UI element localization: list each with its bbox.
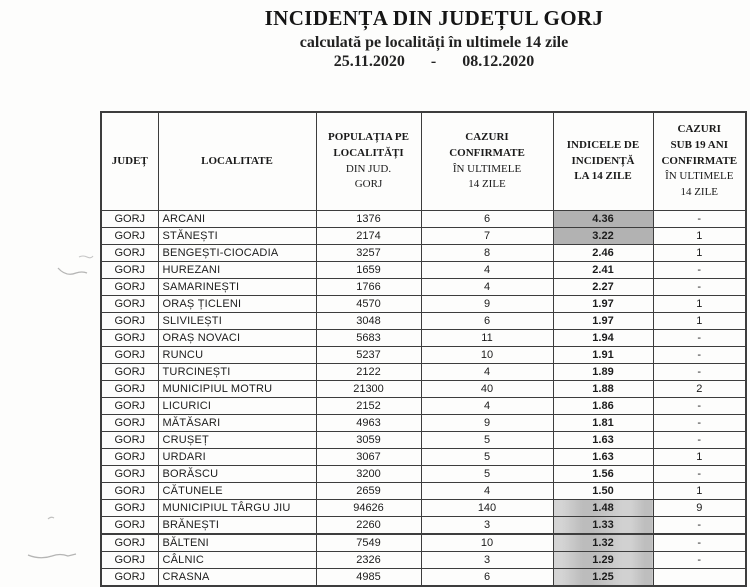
cell-cazuri-confirmate: 7 [421, 228, 553, 245]
cell-localitate: CRASNA [158, 569, 316, 587]
table-row [101, 398, 746, 415]
table-row [101, 228, 746, 245]
cell-localitate: URDARI [158, 449, 316, 466]
cell-cazuri-sub19: 1 [653, 296, 746, 313]
cell-judet: GORJ [101, 415, 158, 432]
cell-cazuri-sub19: 1 [653, 483, 746, 500]
table-header [101, 112, 746, 211]
cell-judet: GORJ [101, 245, 158, 262]
cell-cazuri-confirmate: 4 [421, 262, 553, 279]
cell-cazuri-sub19: - [653, 552, 746, 569]
column-header-line: ÎN ULTIMELE [665, 170, 734, 183]
table-row [101, 381, 746, 398]
cell-populatia: 2326 [316, 552, 421, 569]
column-header-line: CONFIRMATE [661, 154, 738, 167]
cell-indice-incidenta: 2.41 [553, 262, 653, 279]
cell-judet: GORJ [101, 483, 158, 500]
cell-localitate: TURCINEȘTI [158, 364, 316, 381]
cell-cazuri-confirmate: 10 [421, 347, 553, 364]
cell-populatia: 3200 [316, 466, 421, 483]
cell-populatia: 3059 [316, 432, 421, 449]
column-header-line: LA 14 ZILE [574, 170, 632, 183]
cell-localitate: BENGEȘTI-CIOCADIA [158, 245, 316, 262]
cell-cazuri-confirmate: 4 [421, 364, 553, 381]
period-start: 25.11.2020 [333, 53, 405, 70]
pen-dot-lower [46, 514, 56, 522]
column-header-cazuri [421, 112, 553, 211]
cell-cazuri-sub19: 2 [653, 381, 746, 398]
cell-judet: GORJ [101, 398, 158, 415]
table-row [101, 330, 746, 347]
column-header-line: CONFIRMATE [449, 146, 525, 159]
cell-indice-incidenta: 2.27 [553, 279, 653, 296]
incidence-table-wrap [100, 111, 747, 587]
cell-cazuri-sub19: 1 [653, 449, 746, 466]
column-header-line: ÎN ULTIMELE [452, 162, 522, 175]
cell-judet: GORJ [101, 262, 158, 279]
cell-cazuri-sub19: 1 [653, 228, 746, 245]
cell-populatia: 2152 [316, 398, 421, 415]
table-row [101, 432, 746, 449]
cell-populatia: 7549 [316, 534, 421, 552]
page-subtitle: calculată pe localități în ultimele 14 zile [299, 34, 569, 51]
cell-cazuri-confirmate: 6 [421, 569, 553, 587]
column-header-line: DIN JUD. [345, 162, 392, 175]
cell-cazuri-sub19: 9 [653, 500, 746, 517]
column-header-line: INDICELE DE [566, 138, 640, 151]
cell-cazuri-confirmate: 10 [421, 534, 553, 552]
column-header-populatia [316, 112, 421, 211]
table-row [101, 466, 746, 483]
column-header-line: INCIDENȚĂ [571, 154, 635, 167]
cell-populatia: 1766 [316, 279, 421, 296]
cell-localitate: ORAȘ NOVACI [158, 330, 316, 347]
column-header-line: 14 ZILE [468, 178, 506, 191]
table-row [101, 500, 746, 517]
cell-judet: GORJ [101, 347, 158, 364]
cell-judet: GORJ [101, 228, 158, 245]
table-row [101, 415, 746, 432]
cell-localitate: SAMARINEȘTI [158, 279, 316, 296]
table-row [101, 569, 746, 587]
cell-cazuri-confirmate: 5 [421, 466, 553, 483]
column-header-line: 14 ZILE [680, 186, 719, 199]
cell-populatia: 4570 [316, 296, 421, 313]
table-row [101, 534, 746, 552]
cell-cazuri-confirmate: 6 [421, 211, 553, 228]
header-row [101, 112, 746, 211]
cell-judet: GORJ [101, 517, 158, 535]
cell-localitate: MĂTĂSARI [158, 415, 316, 432]
cell-indice-incidenta: 1.88 [553, 381, 653, 398]
column-header-line: CAZURI [677, 122, 721, 135]
cell-indice-incidenta: 1.97 [553, 296, 653, 313]
cell-cazuri-sub19: - [653, 330, 746, 347]
cell-populatia: 1659 [316, 262, 421, 279]
cell-indice-incidenta: 3.22 [553, 228, 653, 245]
cell-indice-incidenta: 1.32 [553, 534, 653, 552]
column-header-indice [553, 112, 653, 211]
table-row [101, 364, 746, 381]
cell-cazuri-confirmate: 140 [421, 500, 553, 517]
cell-populatia: 3048 [316, 313, 421, 330]
table-row [101, 262, 746, 279]
cell-indice-incidenta: 1.63 [553, 449, 653, 466]
cell-cazuri-confirmate: 9 [421, 415, 553, 432]
pen-squiggle-lower [26, 546, 78, 562]
cell-indice-incidenta: 1.81 [553, 415, 653, 432]
cell-cazuri-confirmate: 3 [421, 552, 553, 569]
period-line [114, 53, 750, 71]
cell-indice-incidenta: 1.94 [553, 330, 653, 347]
cell-cazuri-sub19: - [653, 398, 746, 415]
table-row [101, 483, 746, 500]
cell-populatia: 5237 [316, 347, 421, 364]
table-row [101, 347, 746, 364]
table-body [101, 211, 746, 587]
cell-cazuri-sub19: - [653, 211, 746, 228]
cell-judet: GORJ [101, 364, 158, 381]
period-separator: - [430, 53, 437, 70]
cell-cazuri-sub19 [653, 569, 746, 587]
cell-populatia: 3067 [316, 449, 421, 466]
cell-cazuri-confirmate: 6 [421, 313, 553, 330]
cell-cazuri-confirmate: 11 [421, 330, 553, 347]
column-header-line: POPULAȚIA PE [328, 130, 409, 143]
cell-cazuri-sub19: - [653, 262, 746, 279]
cell-cazuri-sub19: - [653, 364, 746, 381]
cell-localitate: STĂNEȘTI [158, 228, 316, 245]
cell-judet: GORJ [101, 313, 158, 330]
cell-indice-incidenta: 1.86 [553, 398, 653, 415]
cell-populatia: 21300 [316, 381, 421, 398]
cell-populatia: 4963 [316, 415, 421, 432]
incidence-table [100, 111, 747, 587]
cell-localitate: ORAȘ ȚICLENI [158, 296, 316, 313]
cell-indice-incidenta: 1.89 [553, 364, 653, 381]
cell-populatia: 1376 [316, 211, 421, 228]
column-header-judet [101, 112, 158, 211]
cell-populatia: 2174 [316, 228, 421, 245]
cell-cazuri-sub19: - [653, 347, 746, 364]
cell-judet: GORJ [101, 211, 158, 228]
cell-judet: GORJ [101, 330, 158, 347]
cell-cazuri-sub19: 1 [653, 313, 746, 330]
cell-populatia: 2260 [316, 517, 421, 535]
column-header-line: SUB 19 ANI [670, 138, 728, 151]
cell-judet: GORJ [101, 449, 158, 466]
cell-cazuri-sub19: - [653, 466, 746, 483]
cell-populatia: 2122 [316, 364, 421, 381]
cell-indice-incidenta: 1.25 [553, 569, 653, 587]
cell-populatia: 94626 [316, 500, 421, 517]
cell-populatia: 4985 [316, 569, 421, 587]
cell-localitate: LICURICI [158, 398, 316, 415]
cell-indice-incidenta: 1.56 [553, 466, 653, 483]
table-row [101, 245, 746, 262]
column-header-sub19 [653, 112, 746, 211]
cell-cazuri-sub19: - [653, 279, 746, 296]
table-row [101, 449, 746, 466]
cell-indice-incidenta: 4.36 [553, 211, 653, 228]
cell-indice-incidenta: 1.33 [553, 517, 653, 535]
cell-localitate: BRĂNEȘTI [158, 517, 316, 535]
cell-indice-incidenta: 1.97 [553, 313, 653, 330]
page-title: INCIDENȚA DIN JUDEȚUL GORJ [264, 6, 604, 30]
cell-cazuri-confirmate: 3 [421, 517, 553, 535]
cell-localitate: BORĂSCU [158, 466, 316, 483]
pen-tick-small [78, 253, 94, 261]
table-row [101, 279, 746, 296]
cell-localitate: SLIVILEȘTI [158, 313, 316, 330]
cell-localitate: MUNICIPIUL TÂRGU JIU [158, 500, 316, 517]
cell-judet: GORJ [101, 569, 158, 587]
cell-indice-incidenta: 1.29 [553, 552, 653, 569]
column-header-line: GORJ [354, 178, 383, 191]
cell-localitate: HUREZANI [158, 262, 316, 279]
table-row [101, 313, 746, 330]
cell-cazuri-confirmate: 5 [421, 449, 553, 466]
cell-indice-incidenta: 2.46 [553, 245, 653, 262]
cell-cazuri-confirmate: 9 [421, 296, 553, 313]
cell-judet: GORJ [101, 552, 158, 569]
column-header-line: LOCALITATE [201, 154, 273, 167]
cell-judet: GORJ [101, 381, 158, 398]
period-end: 08.12.2020 [462, 53, 535, 70]
cell-populatia: 5683 [316, 330, 421, 347]
cell-judet: GORJ [101, 432, 158, 449]
column-header-line: CAZURI [465, 130, 509, 143]
table-row [101, 296, 746, 313]
cell-judet: GORJ [101, 500, 158, 517]
pen-squiggle-upper [56, 264, 90, 278]
cell-judet: GORJ [101, 534, 158, 552]
cell-cazuri-sub19: - [653, 432, 746, 449]
cell-cazuri-sub19: - [653, 534, 746, 552]
cell-localitate: CRUȘEȚ [158, 432, 316, 449]
cell-cazuri-confirmate: 5 [421, 432, 553, 449]
cell-localitate: CÂLNIC [158, 552, 316, 569]
table-row [101, 211, 746, 228]
column-header-line: JUDEȚ [111, 154, 148, 167]
table-row [101, 517, 746, 535]
cell-indice-incidenta: 1.48 [553, 500, 653, 517]
cell-judet: GORJ [101, 279, 158, 296]
cell-indice-incidenta: 1.91 [553, 347, 653, 364]
cell-populatia: 2659 [316, 483, 421, 500]
column-header-localitate [158, 112, 316, 211]
table-row [101, 552, 746, 569]
cell-localitate: RUNCU [158, 347, 316, 364]
cell-indice-incidenta: 1.50 [553, 483, 653, 500]
cell-cazuri-sub19: - [653, 415, 746, 432]
cell-localitate: ARCANI [158, 211, 316, 228]
cell-judet: GORJ [101, 466, 158, 483]
cell-cazuri-confirmate: 4 [421, 398, 553, 415]
cell-indice-incidenta: 1.63 [553, 432, 653, 449]
cell-cazuri-confirmate: 4 [421, 279, 553, 296]
cell-localitate: CĂTUNELE [158, 483, 316, 500]
cell-localitate: BĂLTENI [158, 534, 316, 552]
cell-populatia: 3257 [316, 245, 421, 262]
title-block [114, 6, 750, 71]
cell-cazuri-confirmate: 40 [421, 381, 553, 398]
column-header-line: LOCALITĂȚI [333, 146, 404, 159]
cell-cazuri-confirmate: 8 [421, 245, 553, 262]
cell-cazuri-sub19: 1 [653, 245, 746, 262]
cell-localitate: MUNICIPIUL MOTRU [158, 381, 316, 398]
cell-cazuri-confirmate: 4 [421, 483, 553, 500]
cell-cazuri-sub19: - [653, 517, 746, 535]
cell-judet: GORJ [101, 296, 158, 313]
